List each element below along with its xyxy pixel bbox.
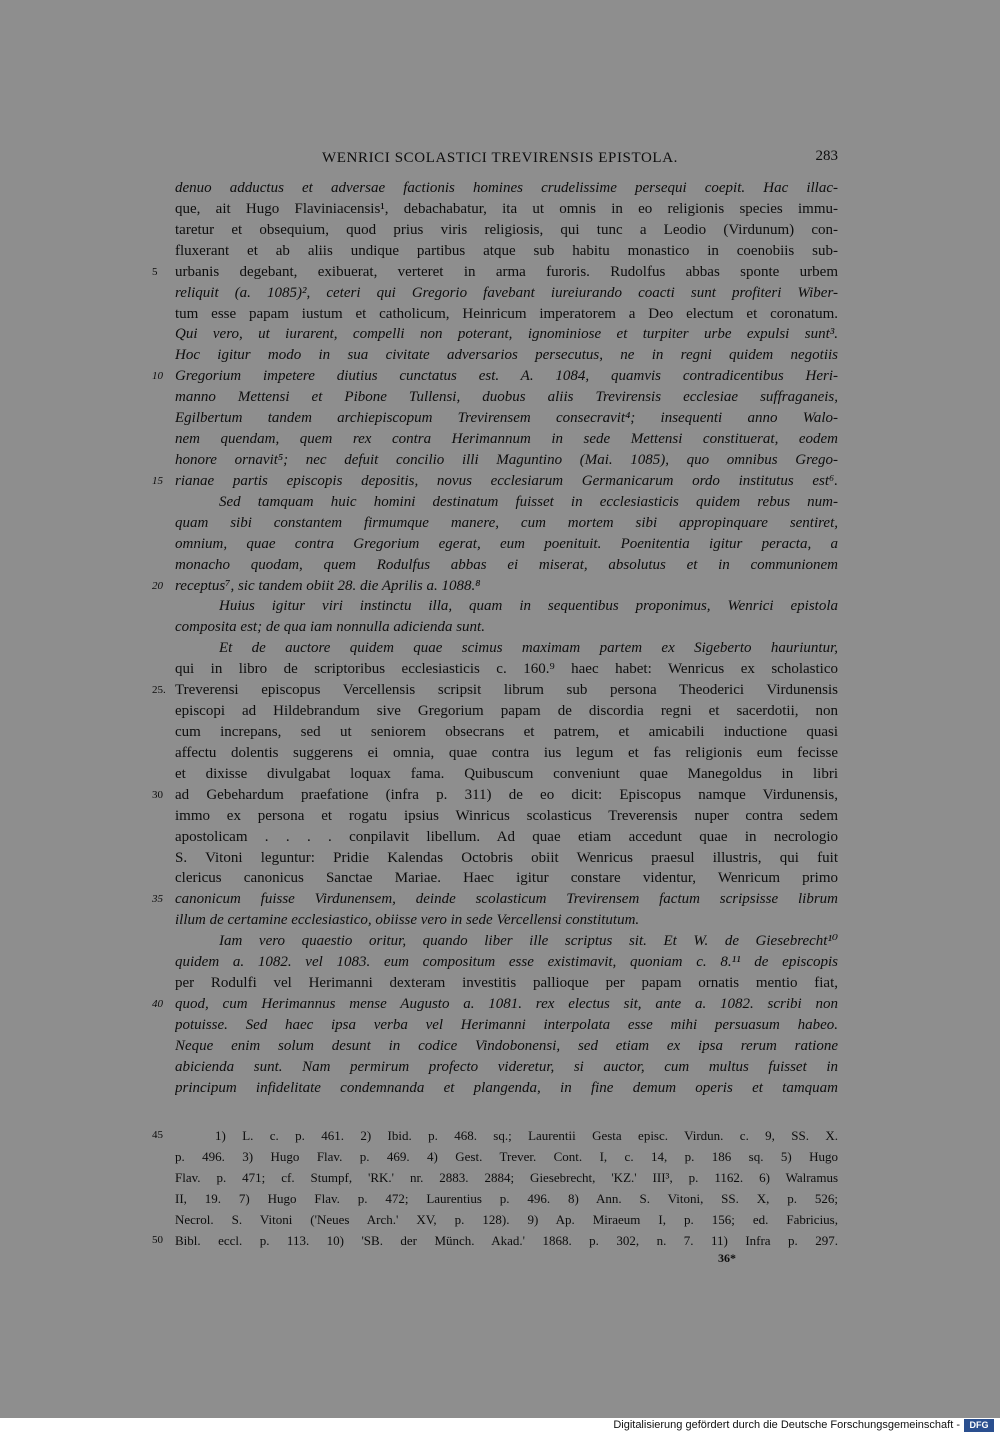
footnote-line: 1) L. c. p. 461. 2) Ibid. p. 468. sq.; Laurentii Gesta episc. Virdun. c. 9, SS. X.: [215, 1128, 838, 1143]
text-line: omnium, quae contra Gregorium egerat, eum poenituit. Poenitentia igitur peracta, a: [175, 535, 838, 552]
text-line: Treverensi episcopus Vercellensis scripsit librum sub persona Theoderici Virdunensis: [175, 682, 838, 699]
body-text: [0, 178, 1000, 1099]
text-line: qui in libro de scriptoribus ecclesiasticis c. 160.⁹ haec habet: Wenricus ex scholastico: [175, 661, 838, 678]
line-number: 25.: [152, 684, 166, 697]
text-line: honore ornavit⁵; nec defuit concilio illi Maguntino (Mai. 1085), quo omnibus Grego-: [175, 451, 838, 468]
text-line: Et de auctore quidem quae scimus maximam partem ex Sigeberto hauriuntur,: [219, 640, 838, 657]
text-line: nem quendam, quem rex contra Herimannum in sede Mettensi constituerat, eodem: [175, 431, 838, 448]
text-line: Neque enim solum desunt in codice Vindobonensi, sed etiam ex ipsa rerum ratione: [175, 1037, 838, 1054]
footnote-line: p. 496. 3) Hugo Flav. p. 469. 4) Gest. Trever. Cont. I, c. 14, p. 186 sq. 5) Hugo: [175, 1149, 838, 1164]
text-line: manno Mettensi et Pibone Tullensi, duobus aliis Trevirensis ecclesiae suffraganeis,: [175, 389, 838, 406]
line-number: 10: [152, 370, 163, 383]
line-number: 45: [152, 1129, 163, 1141]
text-line: episcopi ad Hildebrandum sive Gregorium papam de discordia regni et sacerdotii, non: [175, 703, 838, 720]
footnote-line: Flav. p. 471; cf. Stumpf, 'RK.' nr. 2883. 2884; Giesebrecht, 'KZ.' III³, p. 1162. 6) Walramus: [175, 1170, 838, 1185]
page-number: 283: [815, 148, 838, 164]
line-number: 15: [152, 474, 163, 487]
signature-mark: 36*: [718, 1251, 736, 1265]
footnotes: [0, 1125, 1000, 1251]
text-line: quidem a. 1082. vel 1083. eum compositum esse existimavit, quoniam c. 8.¹¹ de episcopis: [175, 954, 838, 971]
text-line: apostolicam . . . . conpilavit libellum. Ad quae etiam accedunt quae in necrologio: [175, 828, 838, 845]
line-number: 5: [152, 265, 158, 278]
text-line: potuisse. Sed haec ipsa verba vel Herimanni interpolata esse mihi persuasum habeo.: [175, 1016, 838, 1033]
text-line: affectu dolentis suggerens ei omnia, quae contra ius legum et fas religionis eum fecisse: [175, 744, 838, 761]
text-line: et dixisse divulgabat loquax fama. Quibuscum conveniunt quae Manegoldus in libri: [175, 765, 838, 782]
line-number: 40: [152, 997, 163, 1010]
line-number: 30: [152, 788, 163, 801]
text-line: clericus canonicus Sanctae Mariae. Haec igitur constare videntur, Wenricum primo: [175, 870, 838, 887]
text-line: Gregorium impetere diutius cunctatus est. A. 1084, quamvis contradicentibus Heri-: [175, 368, 838, 385]
text-line: quam sibi constantem firmumque manere, cum mortem sibi appropinquare sentiret,: [175, 514, 838, 531]
text-line: quod, cum Herimannus mense Augusto a. 1081. rex electus sit, ante a. 1082. scribi non: [175, 995, 838, 1012]
text-line: fluxerant et ab aliis undique partibus atque sub habitu monastico in coenobiis sub-: [175, 242, 838, 259]
text-line: illum de certamine ecclesiastico, obiisse vero in sede Vercellensi constitutum.: [175, 912, 640, 929]
text-line: Huius igitur viri instinctu illa, quam in sequentibus proponimus, Wenrici epistola: [219, 598, 838, 615]
text-line: rianae partis episcopis depositis, novus ecclesiarum Germanicarum ordo institutus est⁶.: [175, 472, 838, 489]
footer-bar: [0, 1418, 1000, 1434]
text-line: denuo adductus et adversae factionis homines crudelissime persequi coepit. Hac illac-: [175, 180, 838, 196]
text-line: receptus⁷, sic tandem obiit 28. die Aprilis a. 1088.⁸: [175, 577, 481, 594]
text-line: ad Gebehardum praefatione (infra p. 311) de eo dicit: Episcopus namque Virdunensis,: [175, 786, 838, 803]
line-number: 35: [152, 893, 163, 906]
line-number: 50: [152, 1234, 163, 1246]
text-line: Qui vero, ut iurarent, compelli non poterant, ignominiose et turpiter urbe expulsi sunt³.: [175, 326, 838, 343]
text-line: cum increpans, sed ut seniorem obsecrans et patrem, et amicabili inductione quasi: [175, 723, 838, 740]
text-line: per Rodulfi vel Herimanni dexteram investitis pallioque per papam ornatis mentio fiat,: [175, 975, 838, 992]
text-line: S. Vitoni leguntur: Pridie Kalendas Octobris obiit Wenricus praesul illustris, qui fuit: [175, 849, 838, 866]
text-line: composita est; de qua iam nonnulla adicienda sunt.: [175, 619, 485, 636]
text-line: urbanis degebant, exibuerat, verteret in arma furoris. Rudolfus abbas sponte urbem: [175, 263, 838, 280]
dfg-logo: DFG: [964, 1419, 994, 1432]
text-line: Iam vero quaestio oritur, quando liber ille scriptus sit. Et W. de Giesebrecht¹⁰: [219, 933, 838, 950]
text-line: Egilbertum tandem archiepiscopum Trevirensem consecravit⁴; insequenti anno Walo-: [175, 410, 838, 427]
footnote-line: II, 19. 7) Hugo Flav. p. 472; Laurentius p. 496. 8) Ann. S. Vitoni, SS. X, p. 526;: [175, 1191, 838, 1206]
text-line: Sed tamquam huic homini destinatum fuisset in ecclesiasticis quidem rebus num-: [219, 493, 838, 510]
funding-credit: Digitalisierung gefördert durch die Deutsche Forschungsgemeinschaft -: [613, 1419, 960, 1431]
running-title: WENRICI SCOLASTICI TREVIRENSIS EPISTOLA.: [322, 150, 678, 166]
footnote-line: Necrol. S. Vitoni ('Neues Arch.' XV, p. 128). 9) Ap. Miraeum I, p. 156; ed. Fabricius,: [175, 1212, 838, 1227]
footnote-line: Bibl. eccl. p. 113. 10) 'SB. der Münch. Akad.' 1868. p. 302, n. 7. 11) Infra p. 297.: [175, 1233, 838, 1248]
text-line: reliquit (a. 1085)², ceteri qui Gregorio favebant iureiurando coacti sunt profiteri Wiber-: [175, 284, 838, 301]
line-number: 20: [152, 579, 163, 592]
text-line: Hoc igitur modo in sua civitate adversarios persecutus, ne in regni quidem negotiis: [175, 347, 838, 364]
text-line: principum infidelitate condemnanda et plangenda, in fine demum operis et tamquam: [175, 1079, 838, 1096]
text-line: abicienda sunt. Nam permirum profecto videretur, si auctor, cum multus fuisset in: [175, 1058, 838, 1075]
text-line: tum esse papam iustum et catholicum, Heinricum imperatorem a Deo electum et coronatum.: [175, 305, 838, 322]
text-line: taretur et obsequium, quod prius viris religiosis, qui tunc a Leodio (Virdunum) con-: [175, 221, 838, 238]
text-line: monacho quodam, quem Rodulfus abbas ei miserat, absolutus et in communionem: [175, 556, 838, 573]
text-line: canonicum fuisse Virdunensem, deinde scolasticum Trevirensem factum scripsisse librum: [175, 891, 838, 908]
text-line: que, ait Hugo Flaviniacensis¹, debachabatur, ita ut omnis in eo religionis species immu-: [175, 200, 838, 217]
text-line: immo ex persona et rogatu ipsius Winricus scolasticus Treverensis nuper contra sedem: [175, 807, 838, 824]
